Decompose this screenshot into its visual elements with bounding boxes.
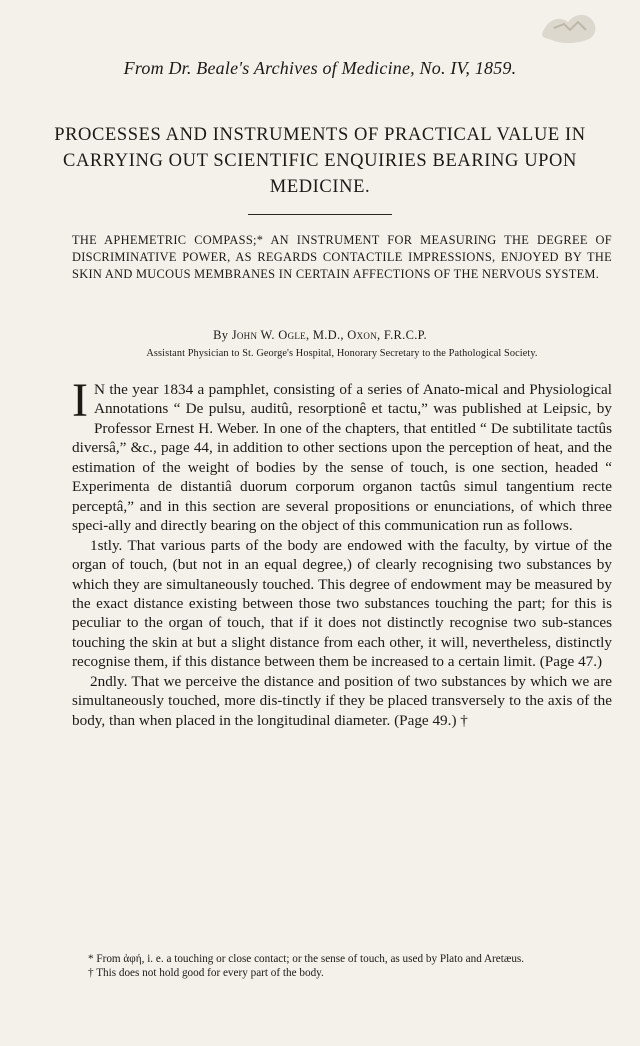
body-paragraph-3: 2ndly. That we perceive the distance and position of two substances by which we are simultaneously touched, more dis-tinctly if they be placed transversely to the axis of the body, than when placed in the longitudinal diameter. (Page 49.) † <box>72 672 612 729</box>
article-subtitle: THE APHEMETRIC COMPASS;* AN INSTRUMENT FOR MEASURING THE DEGREE OF DISCRIMINATIVE POWER, AS REGARDS CONTACTILE IMPRESSIONS, ENJOYED BY THE SKIN AND MUCOUS MEMBRANES IN CERTAIN AFFECTIONS OF THE NERVOUS SYSTEM. <box>72 233 612 281</box>
footnotes <box>72 952 612 980</box>
article-body <box>72 374 612 730</box>
author-line <box>0 328 640 343</box>
title-divider <box>248 214 392 215</box>
author-affiliation: Assistant Physician to St. George's Hospital, Honorary Secretary to the Pathological Society. <box>146 348 538 359</box>
footnote-2: † This does not hold good for every part of the body. <box>88 967 324 979</box>
drop-cap: I <box>72 374 88 427</box>
article-title: PROCESSES AND INSTRUMENTS OF PRACTICAL VALUE IN CARRYING OUT SCIENTIFIC ENQUIRIES BEARING UPON MEDICINE. <box>54 125 586 197</box>
author-name: John W. Ogle, M.D., Oxon, F.R.C.P. <box>231 328 427 342</box>
library-stamp-mark <box>530 8 610 48</box>
body-paragraph-2: 1stly. That various parts of the body are endowed with the faculty, by virtue of the organ of touch, (but not in an equal degree,) of clearly recognising two substances by which they are simultaneously touched. This degree of endowment may be measured by the exact distance existing between those two substances touching the part; for this is peculiar to the organ of touch, that if it does not distinctly recognise two sub-stances touching the skin at but a slight distance from each other, it will, nevertheless, distinctly recognise them, if this distance between them be increased to a certain limit. (Page 47.) <box>72 536 612 671</box>
paragraph-1-text: N the year 1834 a pamphlet, consisting of a series of Anato-mical and Physiological Annotations “ De pulsu, auditû, resorptionê et tactu,” was published at Leipsic, by Professor Ernest H. Weber. In one of the chapters, that entitled “ De subtilitate tactûs diversâ,” &c., page 44, in addition to other sections upon the perception of heat, and the estimation of the weight of bodies by the sense of touch, is one section, headed “ Experimenta de distantiâ duorum corporum organon tactûs simul tangentium recte perceptâ,” and in this section are several propositions or enunciations, of which three speci-ally and directly bearing on the object of this communication run as follows. <box>72 381 612 535</box>
source-citation: From Dr. Beale's Archives of Medicine, No. IV, 1859. <box>123 58 517 78</box>
footnote-1: * From ἁφή, i. e. a touching or close contact; or the sense of touch, as used by Plato and Aretæus. <box>88 953 525 965</box>
body-paragraph-1 <box>72 374 612 536</box>
author-by: By <box>213 328 229 342</box>
